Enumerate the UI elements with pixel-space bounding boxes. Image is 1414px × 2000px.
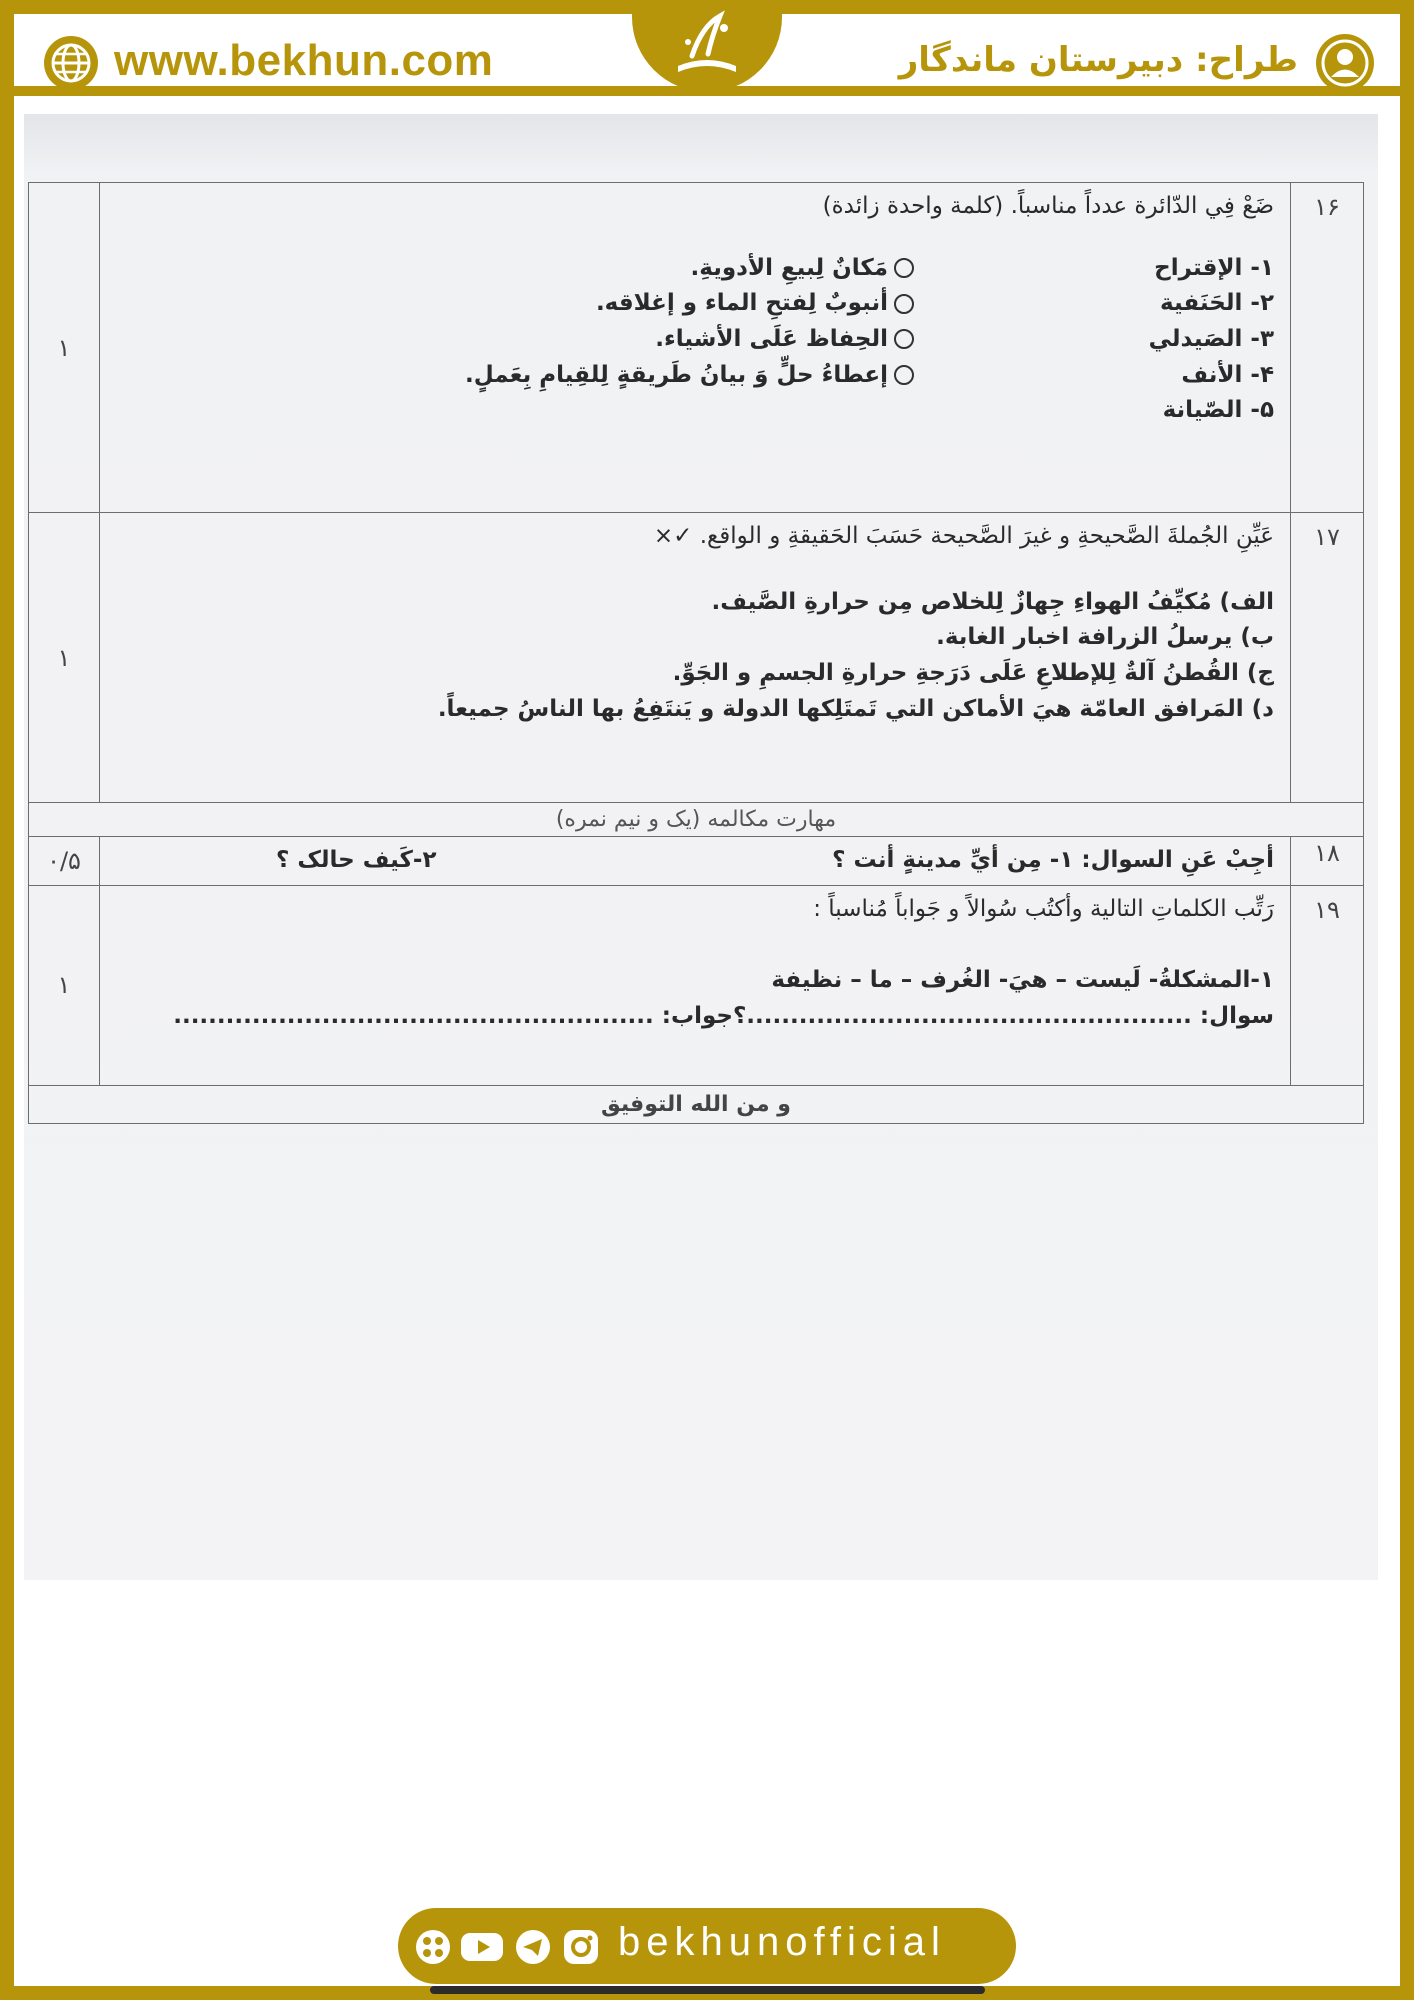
question-body	[100, 183, 1291, 513]
word-item: ۲- الحَنَفية	[1160, 290, 1274, 317]
footer-shadow	[430, 1986, 985, 1994]
question-text: ۲-كَيف حالک ؟	[276, 847, 437, 873]
word-item: ۳- الصَيدلي	[1148, 325, 1274, 352]
question-instruction: رَتِّب الكلماتِ التالية وأكتُب سُوالاً و جَواباً مُناسباً :	[813, 895, 1274, 922]
question-body	[100, 885, 1291, 1085]
question-score: ۱	[29, 885, 100, 1085]
answer-line[interactable]: سوال: ...................................................؟جواب: .......................................................	[173, 1002, 1274, 1029]
statement-item: الف) مُكيِّفُ الهواءِ جِهازٌ لِلخلاص مِن حرارةِ الصَّيف.	[711, 588, 1274, 615]
question-number: ۱۷	[1291, 513, 1364, 803]
statement-item: د) المَرافق العامّة هيَ الأماكن التي تَمتَلِكها الدولة و يَنتَفِعُ بها الناسُ جميعاً.	[437, 695, 1274, 722]
word-list	[1114, 251, 1274, 429]
telegram-icon[interactable]	[514, 1928, 552, 1966]
closing-text: و من الله التوفيق	[29, 1085, 1364, 1123]
instagram-icon[interactable]	[562, 1928, 600, 1966]
designer-label: طراح: دبیرستان ماندگار	[898, 40, 1298, 80]
aparat-icon[interactable]	[414, 1928, 452, 1966]
answer-circle-icon[interactable]	[894, 365, 914, 385]
youtube-icon[interactable]	[460, 1928, 504, 1966]
answer-circle-icon[interactable]	[894, 329, 914, 349]
book-logo-icon	[672, 6, 742, 86]
social-footer	[398, 1908, 1016, 1984]
question-text: أجِبْ عَنِ السوال: ۱- مِن أيِّ مدينةٍ أنت ؟	[832, 847, 1274, 873]
definition-item: الحِفاظ عَلَى الأشياء.	[465, 322, 914, 358]
user-icon	[1314, 32, 1376, 94]
question-row	[29, 183, 1364, 513]
word-item: ۴- الأنف	[1181, 361, 1274, 388]
word-item: ۱- الإقتراح	[1154, 254, 1274, 281]
statement-item: ج) القُطنُ آلةٌ لِلإطلاعِ عَلَى دَرَجةِ حرارةِ الجسمِ و الجَوِّ.	[672, 659, 1274, 686]
question-instruction: عَيِّنِ الجُملةَ الصَّحيحةِ و غيرَ الصَّحيحة حَسَبَ الحَقيقةِ و الواقع. ✓×	[653, 523, 1274, 549]
question-row	[29, 513, 1364, 803]
section-title: مهارت مکالمه (یک و نیم نمره)	[29, 803, 1364, 837]
statement-item: ب) يرسلُ الزرافة اخبار الغابة.	[936, 624, 1274, 651]
question-row	[29, 885, 1364, 1085]
closing-row	[29, 1085, 1364, 1123]
website-link[interactable]: www.bekhun.com	[114, 36, 494, 85]
question-score: ۱	[29, 183, 100, 513]
answer-circle-icon[interactable]	[894, 294, 914, 314]
question-number: ۱۶	[1291, 183, 1364, 513]
question-score: ۰/۵	[29, 837, 100, 886]
definition-item: إعطاءُ حلٍّ وَ بيانُ طَريقةٍ لِلقِيامِ بِعَملٍ.	[465, 358, 914, 394]
answer-circle-icon[interactable]	[894, 258, 914, 278]
exam-table	[28, 182, 1364, 1124]
definition-item: أنبوبٌ لِفتحِ الماء و إغلاقه.	[465, 286, 914, 322]
question-body	[100, 837, 1291, 886]
question-number: ۱۹	[1291, 885, 1364, 1085]
globe-icon	[42, 34, 100, 92]
question-number: ۱۸	[1291, 837, 1364, 886]
question-body	[100, 513, 1291, 803]
scrambled-words: ۱-المشكلةُ- لَيست – هيَ- الغُرف – ما – نظيفة	[771, 967, 1274, 994]
question-score: ۱	[29, 513, 100, 803]
definition-item: مَكانٌ لِبيعِ الأدويةِ.	[465, 251, 914, 287]
social-handle[interactable]: bekhunofficial	[618, 1920, 946, 1964]
scanned-exam-page	[24, 114, 1378, 1580]
definition-list	[465, 251, 914, 429]
word-item: ۵- الصّيانة	[1162, 397, 1274, 424]
question-instruction: ضَعْ فِي الدّائرة عدداً مناسباً. (كلمة واحدة زائدة)	[822, 193, 1274, 219]
question-row	[29, 837, 1364, 886]
section-row	[29, 803, 1364, 837]
